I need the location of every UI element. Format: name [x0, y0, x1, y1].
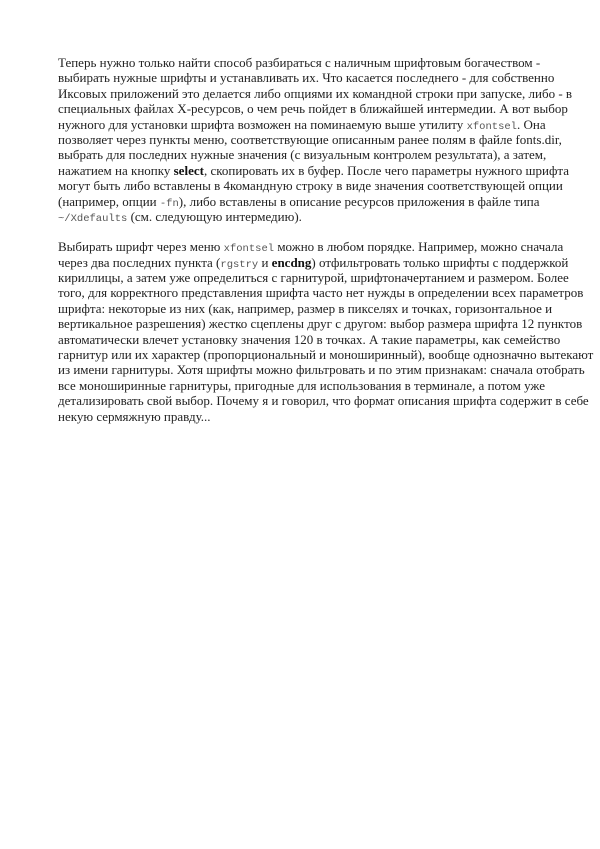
text-segment: автоматически влечет установку значения 120 в точках. А такие параметры, как семейство — [58, 331, 561, 347]
text-segment: некую сермяжную правду... — [58, 408, 211, 424]
text-segment: детализировать свой выбор. Почему я и говорил, что формат описания шрифта содержит в себе — [58, 393, 589, 409]
text-line — [58, 55, 558, 70]
text-segment: через два последних пункта ( — [58, 254, 221, 270]
text-segment: . Она — [516, 116, 546, 132]
bold-term: encdng — [271, 254, 312, 270]
text-segment: (см. следующую интермедию). — [127, 208, 302, 224]
text-segment: нужного для установки шрифта возможен на поминаемую выше утилиту — [58, 116, 467, 132]
text-segment: нажатием на кнопку — [58, 162, 174, 178]
text-line — [58, 378, 558, 393]
text-line — [58, 331, 561, 347]
text-segment: специальных файлах X-ресурсов, о чем речь пойдет в ближайшей интермедии. А вот выбор — [58, 101, 568, 117]
text-segment: (например, опции — [58, 193, 160, 209]
text-segment: все моноширинные гарнитуры, пригодные для использования в терминале, а потом уже — [58, 377, 545, 393]
code-term: -fn — [159, 197, 179, 210]
text-segment: кириллицы, а затем уже определиться с гарнитурой, шрифтоначертанием и размером. Более — [58, 270, 569, 286]
text-segment: могут быть либо вставлены в 4командную строку в виде значения соответствующей опции — [58, 178, 563, 194]
text-segment: того, для корректного представления шрифта часто нет нужды в определении всех параметров — [58, 285, 584, 301]
text-segment: гарнитур или их характер (пропорциональный и моноширинный), вообще однозначно вытекают — [58, 347, 594, 363]
text-segment: выбирать нужные шрифты и устанавливать их. Что касается последнего - для собственно — [58, 70, 555, 86]
text-segment: и — [258, 254, 272, 270]
bold-term: select — [173, 162, 204, 178]
text-segment: Теперь нужно только найти способ разбираться с наличным шрифтовым богачеством - — [58, 55, 541, 70]
text-line — [58, 285, 584, 301]
text-line — [58, 101, 568, 117]
text-segment: позволяет через пункты меню, соответствующие описанным ранее полям в файле fonts.dir, — [58, 131, 562, 147]
code-term: rgstry — [220, 258, 259, 271]
text-line — [58, 301, 558, 316]
text-line — [58, 85, 573, 101]
text-line — [58, 270, 569, 286]
document-page — [58, 55, 594, 439]
text-segment: Иксовых приложений это делается либо опциями их командной строки при запуске, либо - в — [58, 85, 573, 101]
paragraph — [58, 239, 594, 424]
text-segment: шрифта: некоторые из них (как, например, размер в пикселях и точках, горизонтальное и — [58, 300, 553, 316]
text-line — [58, 209, 558, 224]
code-term: xfontsel — [223, 243, 275, 256]
text-segment: из имени гарнитуры. Хотя шрифты можно фильтровать и по этим признакам: сначала отобрать — [58, 362, 585, 378]
text-line — [58, 409, 558, 424]
text-segment: можно в любом порядке. Например, можно сначала — [274, 239, 564, 255]
paragraph — [58, 55, 573, 225]
text-line — [58, 347, 594, 363]
code-term: xfontsel — [466, 120, 517, 133]
text-line — [58, 131, 562, 147]
text-line — [58, 70, 558, 85]
text-line — [58, 239, 564, 256]
text-segment: ) отфильтровать только шрифты с поддержкой — [311, 254, 569, 270]
text-line — [58, 254, 569, 271]
text-segment: выбрать для последних нужные значения (с визуальным контролем результата), а затем, — [58, 147, 547, 163]
text-segment: Выбирать шрифт через меню — [58, 239, 224, 255]
text-segment: ), либо вставлены в описание ресурсов приложения в файле типа — [178, 193, 540, 209]
text-line — [58, 117, 558, 132]
text-line — [58, 316, 583, 332]
code-term: ~/Xdefaults — [58, 212, 128, 225]
text-line — [58, 194, 558, 209]
text-line — [58, 178, 563, 194]
text-line — [58, 162, 569, 178]
text-line — [58, 393, 589, 409]
text-line — [58, 362, 585, 378]
text-segment: , скопировать их в буфер. После чего параметры нужного шрифта — [203, 162, 569, 178]
text-line — [58, 147, 558, 162]
text-segment: вертикальное разрешения) жестко сцеплены друг с другом: выбор размера шрифта 12 пунктов — [58, 316, 583, 332]
